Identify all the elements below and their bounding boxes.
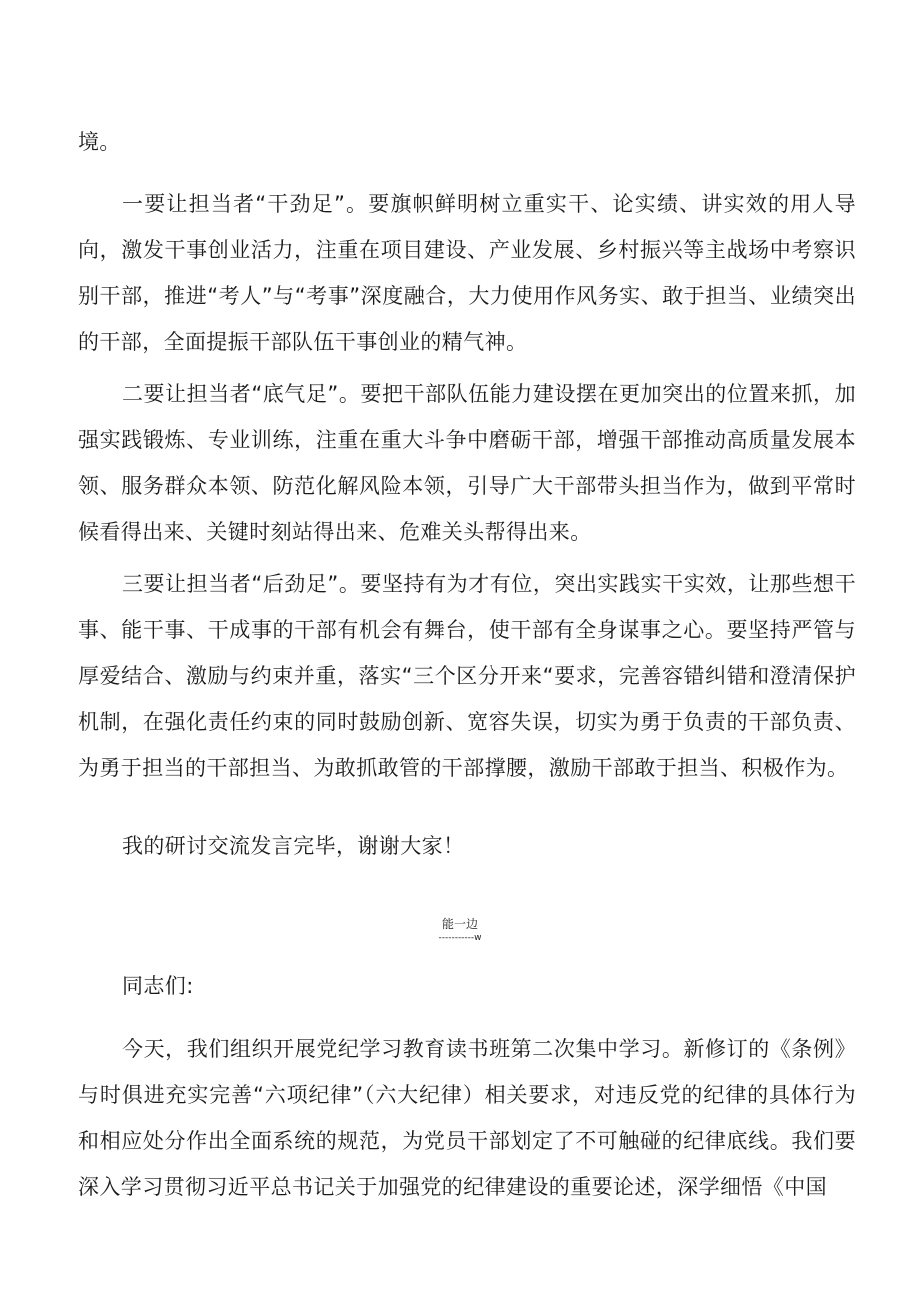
paragraph-second-point: 二要让担当者“底气足”。要把干部队伍能力建设摆在更加突出的位置来抓，加强实践锻炼、专业训练，注重在重大斗争中磨砺干部，增强干部推动高质量发展本领、服务群众本领、防范化解风险本领，引导广大干部带头担当作为，做到平常时候看得出来、关键时刻站得出来、危难关头帮得出来。 xyxy=(78,382,856,544)
paragraph-first-point: 一要让担当者“干劲足”。要旗帜鲜明树立重实干、论实绩、讲实效的用人导向，激发干事创业活力，注重在项目建设、产业发展、乡村振兴等主战场中考察识别干部，推进“考人”与“考事”深度融合，大力使用作风务实、敢于担当、业绩突出的干部，全面提振干部队伍干事创业的精气神。 xyxy=(78,192,856,354)
paragraph-continuation: 境。 xyxy=(78,130,121,154)
paragraph-third-point: 三要让担当者“后劲足”。要坚持有为才有位，突出实践实干实效，让那些想干事、能干事、干成事的干部有机会有舞台，使干部有全身谋事之心。要坚持严管与厚爱结合、激励与约束并重，落实“三个区分开来“要求，完善容错纠错和澄清保护机制，在强化责任约束的同时鼓励创新、宽容失误，切实为勇于负责的干部负责、为勇于担当的干部担当、为敢抓敢管的干部撑腰，激励干部敢于担当、积极作为。 xyxy=(78,572,856,780)
paragraph-closing: 我的研讨交流发言完毕，谢谢大家！ xyxy=(122,834,465,858)
section-separator-line: -----------w xyxy=(438,933,482,943)
paragraph-salutation: 同志们: xyxy=(122,974,194,998)
section-separator-title: 能一边 xyxy=(441,917,478,931)
paragraph-opening: 今天，我们组织开展党纪学习教育读书班第二次集中学习。新修订的《条例》与时俱进充实完善“六项纪律”（六大纪律）相关要求，对违反党的纪律的具体行为和相应处分作出全面系统的规范，为党员干部划定了不可触碰的纪律底线。我们要深入学习贯彻习近平总书记关于加强党的纪律建设的重要论述，深学细悟《中国 xyxy=(78,1037,856,1199)
